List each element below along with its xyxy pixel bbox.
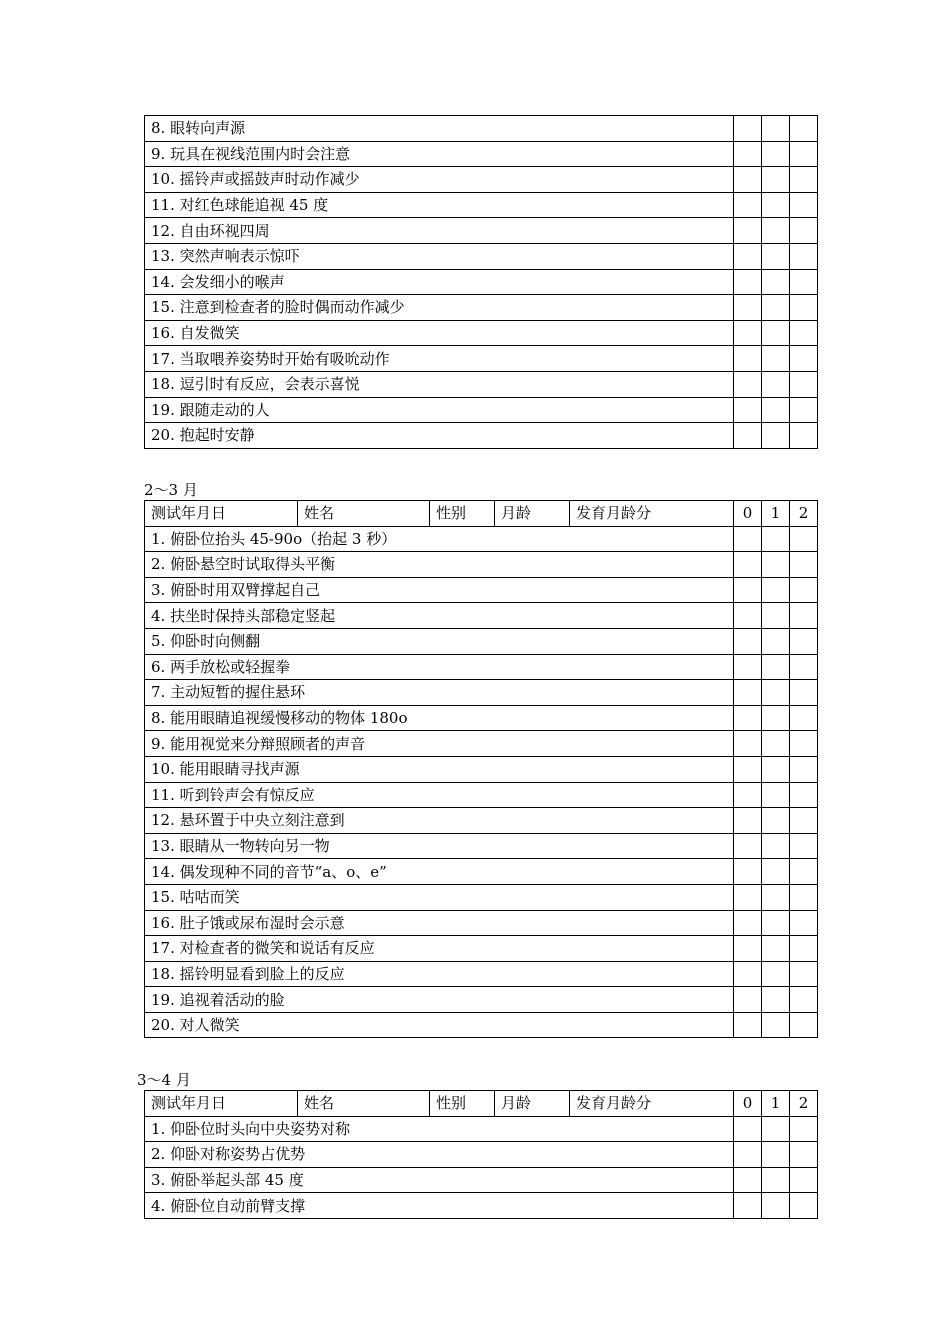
score-cell-1[interactable] — [762, 833, 790, 859]
score-cell-0[interactable] — [734, 756, 762, 782]
item-label: 2. 仰卧对称姿势占优势 — [145, 1142, 734, 1168]
score-cell-1[interactable] — [762, 987, 790, 1013]
score-cell-0[interactable] — [734, 1142, 762, 1168]
item-row — [145, 218, 818, 244]
score-cell-0[interactable] — [734, 526, 762, 552]
table-header-row — [145, 501, 818, 527]
item-label: 16. 自发微笑 — [145, 320, 734, 346]
item-label: 10. 摇铃声或摇鼓声时动作减少 — [145, 167, 734, 193]
item-row — [145, 961, 818, 987]
header-score-0: 0 — [734, 1091, 762, 1117]
score-cell-0[interactable] — [734, 397, 762, 423]
item-row — [145, 320, 818, 346]
score-cell-0[interactable] — [734, 731, 762, 757]
item-row — [145, 705, 818, 731]
score-cell-2[interactable] — [790, 1012, 818, 1038]
score-cell-2[interactable] — [790, 243, 818, 269]
score-cell-2[interactable] — [790, 987, 818, 1013]
header-score-1: 1 — [762, 1091, 790, 1117]
score-cell-1[interactable] — [762, 1012, 790, 1038]
header-name: 姓名 — [298, 501, 430, 527]
score-cell-2[interactable] — [790, 731, 818, 757]
score-cell-1[interactable] — [762, 1142, 790, 1168]
item-label: 1. 仰卧位时头向中央姿势对称 — [145, 1116, 734, 1142]
item-label: 18. 逗引时有反应，会表示喜悦 — [145, 371, 734, 397]
header-score-0: 0 — [734, 501, 762, 527]
item-row — [145, 526, 818, 552]
score-cell-2[interactable] — [790, 1167, 818, 1193]
item-row — [145, 192, 818, 218]
score-cell-0[interactable] — [734, 371, 762, 397]
score-cell-2[interactable] — [790, 346, 818, 372]
score-cell-1[interactable] — [762, 680, 790, 706]
score-cell-1[interactable] — [762, 577, 790, 603]
item-label: 12. 自由环视四周 — [145, 218, 734, 244]
score-cell-0[interactable] — [734, 1167, 762, 1193]
score-cell-0[interactable] — [734, 833, 762, 859]
item-row — [145, 833, 818, 859]
score-cell-0[interactable] — [734, 552, 762, 578]
table-section-1 — [144, 115, 818, 449]
score-cell-2[interactable] — [790, 218, 818, 244]
item-label: 11. 对红色球能追视 45 度 — [145, 192, 734, 218]
score-cell-0[interactable] — [734, 603, 762, 629]
score-cell-2[interactable] — [790, 961, 818, 987]
score-cell-1[interactable] — [762, 346, 790, 372]
score-cell-2[interactable] — [790, 320, 818, 346]
item-row — [145, 1193, 818, 1219]
item-row — [145, 808, 818, 834]
header-name: 姓名 — [298, 1091, 430, 1117]
score-cell-1[interactable] — [762, 371, 790, 397]
item-label: 14. 会发细小的喉声 — [145, 269, 734, 295]
section-title-3-4-month: 3～4 月 — [137, 1071, 191, 1089]
score-cell-1[interactable] — [762, 910, 790, 936]
score-cell-0[interactable] — [734, 192, 762, 218]
score-cell-2[interactable] — [790, 628, 818, 654]
item-row — [145, 552, 818, 578]
item-row — [145, 295, 818, 321]
score-cell-0[interactable] — [734, 577, 762, 603]
score-cell-2[interactable] — [790, 371, 818, 397]
score-cell-1[interactable] — [762, 423, 790, 449]
item-label: 17. 对检查者的微笑和说话有反应 — [145, 936, 734, 962]
item-label: 8. 眼转向声源 — [145, 116, 734, 142]
item-label: 6. 两手放松或轻握拳 — [145, 654, 734, 680]
score-cell-1[interactable] — [762, 782, 790, 808]
item-label: 15. 注意到检查者的脸时偶而动作减少 — [145, 295, 734, 321]
item-row — [145, 910, 818, 936]
score-cell-0[interactable] — [734, 346, 762, 372]
item-label: 20. 对人微笑 — [145, 1012, 734, 1038]
score-cell-2[interactable] — [790, 141, 818, 167]
item-row — [145, 423, 818, 449]
score-cell-0[interactable] — [734, 141, 762, 167]
score-cell-1[interactable] — [762, 397, 790, 423]
header-test-date: 测试年月日 — [145, 1091, 298, 1117]
item-row — [145, 628, 818, 654]
score-cell-2[interactable] — [790, 295, 818, 321]
item-label: 3. 俯卧举起头部 45 度 — [145, 1167, 734, 1193]
item-label: 16. 肚子饿或尿布湿时会示意 — [145, 910, 734, 936]
score-cell-1[interactable] — [762, 936, 790, 962]
score-cell-2[interactable] — [790, 859, 818, 885]
score-cell-0[interactable] — [734, 987, 762, 1013]
item-row — [145, 167, 818, 193]
header-sex: 性别 — [430, 501, 495, 527]
score-cell-1[interactable] — [762, 1193, 790, 1219]
score-cell-2[interactable] — [790, 1142, 818, 1168]
score-cell-0[interactable] — [734, 243, 762, 269]
item-label: 19. 追视着活动的脸 — [145, 987, 734, 1013]
item-row — [145, 243, 818, 269]
item-label: 13. 眼睛从一物转向另一物 — [145, 833, 734, 859]
score-cell-2[interactable] — [790, 782, 818, 808]
item-row — [145, 1142, 818, 1168]
item-row — [145, 346, 818, 372]
item-label: 3. 俯卧时用双臂撑起自己 — [145, 577, 734, 603]
score-cell-2[interactable] — [790, 936, 818, 962]
score-cell-0[interactable] — [734, 1012, 762, 1038]
item-row — [145, 654, 818, 680]
score-cell-1[interactable] — [762, 628, 790, 654]
score-cell-1[interactable] — [762, 269, 790, 295]
section-title-2-3-month: 2～3 月 — [144, 481, 198, 499]
score-cell-0[interactable] — [734, 218, 762, 244]
header-score-2: 2 — [790, 1091, 818, 1117]
table-section-2 — [144, 500, 818, 1038]
score-cell-1[interactable] — [762, 295, 790, 321]
score-cell-0[interactable] — [734, 116, 762, 142]
item-label: 19. 跟随走动的人 — [145, 397, 734, 423]
item-row — [145, 1167, 818, 1193]
header-age: 月龄 — [495, 1091, 570, 1117]
header-score-2: 2 — [790, 501, 818, 527]
score-cell-1[interactable] — [762, 320, 790, 346]
score-cell-1[interactable] — [762, 167, 790, 193]
score-cell-1[interactable] — [762, 654, 790, 680]
score-cell-0[interactable] — [734, 859, 762, 885]
item-label: 2. 俯卧悬空时试取得头平衡 — [145, 552, 734, 578]
score-cell-0[interactable] — [734, 1193, 762, 1219]
score-cell-1[interactable] — [762, 756, 790, 782]
item-label: 4. 扶坐时保持头部稳定竖起 — [145, 603, 734, 629]
item-label: 11. 听到铃声会有惊反应 — [145, 782, 734, 808]
score-cell-1[interactable] — [762, 1167, 790, 1193]
score-cell-2[interactable] — [790, 116, 818, 142]
score-cell-0[interactable] — [734, 936, 762, 962]
score-cell-2[interactable] — [790, 756, 818, 782]
score-cell-1[interactable] — [762, 116, 790, 142]
item-row — [145, 680, 818, 706]
item-label: 15. 咕咕而笑 — [145, 884, 734, 910]
score-cell-2[interactable] — [790, 269, 818, 295]
score-cell-0[interactable] — [734, 705, 762, 731]
header-test-date: 测试年月日 — [145, 501, 298, 527]
item-row — [145, 141, 818, 167]
table-header-row — [145, 1091, 818, 1117]
score-cell-0[interactable] — [734, 961, 762, 987]
item-row — [145, 756, 818, 782]
score-cell-2[interactable] — [790, 1193, 818, 1219]
header-score-1: 1 — [762, 501, 790, 527]
score-cell-1[interactable] — [762, 141, 790, 167]
score-cell-1[interactable] — [762, 884, 790, 910]
score-cell-0[interactable] — [734, 654, 762, 680]
score-cell-1[interactable] — [762, 961, 790, 987]
item-row — [145, 371, 818, 397]
score-cell-0[interactable] — [734, 423, 762, 449]
item-label: 17. 当取喂养姿势时开始有吸吮动作 — [145, 346, 734, 372]
item-row — [145, 577, 818, 603]
score-cell-0[interactable] — [734, 910, 762, 936]
item-label: 20. 抱起时安静 — [145, 423, 734, 449]
header-dev-age-score: 发育月龄分 — [570, 1091, 734, 1117]
item-label: 7. 主动短暂的握住悬环 — [145, 680, 734, 706]
item-row — [145, 987, 818, 1013]
score-cell-2[interactable] — [790, 808, 818, 834]
header-dev-age-score: 发育月龄分 — [570, 501, 734, 527]
score-cell-0[interactable] — [734, 884, 762, 910]
score-cell-2[interactable] — [790, 654, 818, 680]
item-label: 1. 俯卧位抬头 45-90o（抬起 3 秒） — [145, 526, 734, 552]
score-cell-0[interactable] — [734, 320, 762, 346]
item-row — [145, 397, 818, 423]
item-label: 12. 悬环置于中央立刻注意到 — [145, 808, 734, 834]
item-row — [145, 782, 818, 808]
item-label: 13. 突然声响表示惊吓 — [145, 243, 734, 269]
score-cell-2[interactable] — [790, 884, 818, 910]
score-cell-2[interactable] — [790, 1116, 818, 1142]
item-label: 18. 摇铃明显看到脸上的反应 — [145, 961, 734, 987]
item-label: 14. 偶发现种不同的音节“a、o、e” — [145, 859, 734, 885]
score-cell-2[interactable] — [790, 397, 818, 423]
item-row — [145, 1116, 818, 1142]
score-cell-1[interactable] — [762, 218, 790, 244]
score-cell-0[interactable] — [734, 808, 762, 834]
score-cell-2[interactable] — [790, 526, 818, 552]
score-cell-2[interactable] — [790, 833, 818, 859]
table-section-3 — [144, 1090, 818, 1219]
score-cell-1[interactable] — [762, 859, 790, 885]
score-cell-0[interactable] — [734, 680, 762, 706]
score-cell-2[interactable] — [790, 603, 818, 629]
score-cell-2[interactable] — [790, 680, 818, 706]
score-cell-1[interactable] — [762, 243, 790, 269]
score-cell-2[interactable] — [790, 167, 818, 193]
score-cell-2[interactable] — [790, 192, 818, 218]
score-cell-0[interactable] — [734, 295, 762, 321]
item-label: 4. 俯卧位自动前臂支撑 — [145, 1193, 734, 1219]
score-cell-0[interactable] — [734, 269, 762, 295]
item-label: 10. 能用眼睛寻找声源 — [145, 756, 734, 782]
item-row — [145, 936, 818, 962]
score-cell-1[interactable] — [762, 526, 790, 552]
item-row — [145, 731, 818, 757]
score-cell-1[interactable] — [762, 808, 790, 834]
score-cell-1[interactable] — [762, 705, 790, 731]
score-cell-2[interactable] — [790, 705, 818, 731]
item-row — [145, 859, 818, 885]
score-cell-1[interactable] — [762, 603, 790, 629]
score-cell-1[interactable] — [762, 192, 790, 218]
item-row — [145, 116, 818, 142]
score-cell-1[interactable] — [762, 731, 790, 757]
item-row — [145, 884, 818, 910]
item-row — [145, 603, 818, 629]
item-label: 8. 能用眼睛追视缓慢移动的物体 180o — [145, 705, 734, 731]
item-label: 5. 仰卧时向侧翻 — [145, 628, 734, 654]
header-age: 月龄 — [495, 501, 570, 527]
item-row — [145, 269, 818, 295]
header-sex: 性别 — [430, 1091, 495, 1117]
item-label: 9. 能用视觉来分辩照顾者的声音 — [145, 731, 734, 757]
score-cell-1[interactable] — [762, 1116, 790, 1142]
score-cell-2[interactable] — [790, 910, 818, 936]
item-row — [145, 1012, 818, 1038]
score-cell-0[interactable] — [734, 1116, 762, 1142]
item-label: 9. 玩具在视线范围内时会注意 — [145, 141, 734, 167]
score-cell-0[interactable] — [734, 628, 762, 654]
score-cell-2[interactable] — [790, 552, 818, 578]
score-cell-2[interactable] — [790, 423, 818, 449]
score-cell-0[interactable] — [734, 782, 762, 808]
score-cell-2[interactable] — [790, 577, 818, 603]
score-cell-1[interactable] — [762, 552, 790, 578]
score-cell-0[interactable] — [734, 167, 762, 193]
